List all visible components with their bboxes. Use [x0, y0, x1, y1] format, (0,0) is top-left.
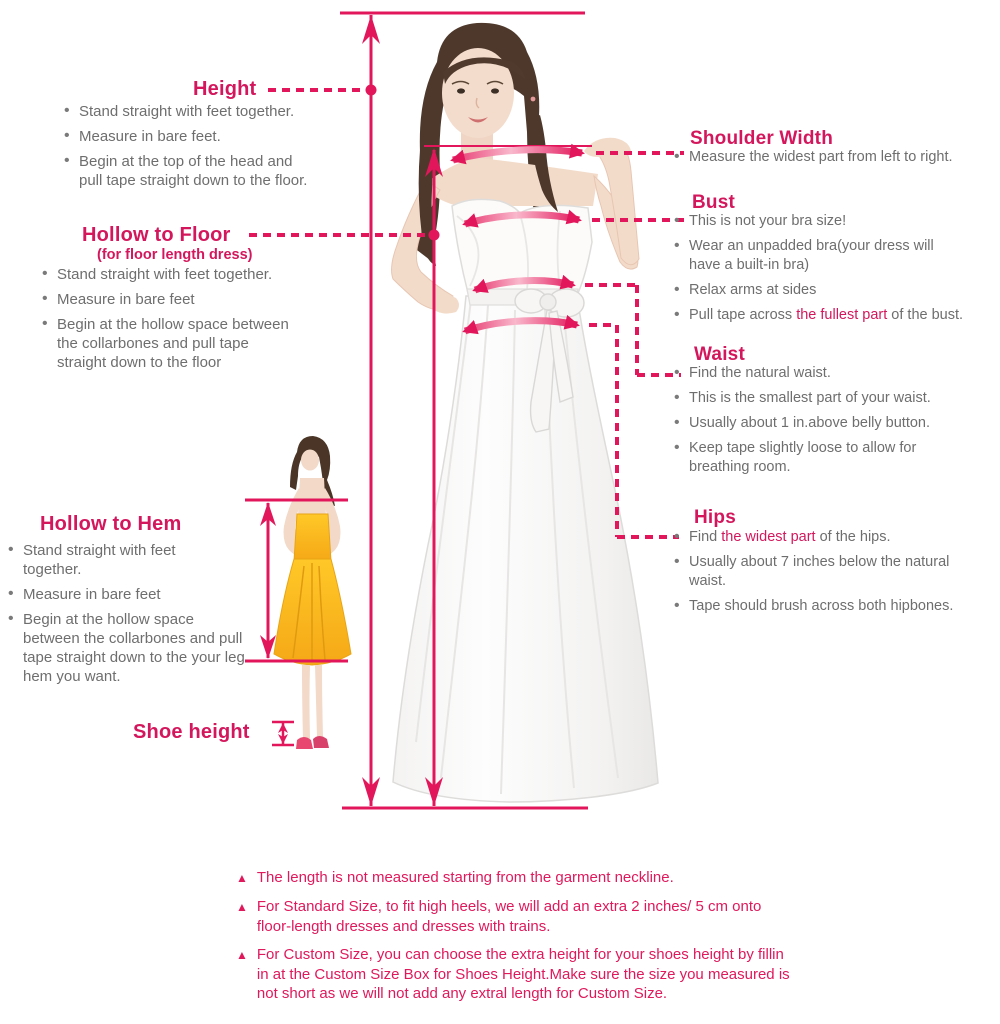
waist-title: Waist [694, 344, 745, 365]
eye-right [491, 88, 499, 93]
bullet-item: • Wear an unpadded bra(your dress will have a built-in bra) [672, 237, 994, 275]
note-item [236, 897, 896, 936]
bullet-item: • This is not your bra size! [672, 212, 994, 231]
bullet-item: • Usually about 1 in.above belly button. [672, 414, 994, 433]
small-face [301, 450, 319, 471]
bullet-item: • Usually about 7 inches below the natural waist. [672, 553, 994, 591]
warning-triangle-icon: ▲ [236, 948, 248, 962]
bullet-item: • Begin at the hollow space between the collarbones and pull tape straight down to the your leg hem you want. [6, 610, 258, 686]
hollow-to-floor-title: Hollow to Floor [82, 224, 231, 246]
waist-bullets [672, 364, 994, 483]
bullet-item: • Relax arms at sides [672, 281, 994, 300]
bullet-item: • Stand straight with feet together. [62, 102, 330, 121]
bullet-item: • Stand straight with feet together. [6, 541, 258, 579]
bust-bullets [672, 212, 994, 331]
shoulder-width-title: Shoulder Width [690, 128, 833, 149]
bullet-item: • Measure in bare feet. [62, 127, 330, 146]
bullet-item: • Measure in bare feet [40, 290, 330, 309]
warning-notes [236, 868, 896, 1013]
hips-title: Hips [694, 507, 736, 528]
hand-on-hip [432, 294, 459, 313]
note-text: The length is not measured starting from the garment neckline. [256, 869, 674, 886]
hollow-to-hem-title: Hollow to Hem [40, 513, 182, 535]
height-bullets [62, 102, 330, 196]
bullet-item: • Pull tape across the fullest part of the bust. [672, 306, 994, 325]
height-connector-dot [366, 85, 377, 96]
small-dress-bodice [294, 514, 331, 561]
note-text: For Standard Size, to fit high heels, we will add an extra 2 inches/ 5 cm onto floor-length dresses and dresses with trains. [256, 898, 762, 935]
highlighted-text: the widest part [721, 529, 816, 545]
bullet-item: • Measure in bare feet [6, 585, 258, 604]
shoulder-width-bullets [672, 148, 994, 173]
bullet-item: • Begin at the top of the head and pull tape straight down to the floor. [62, 152, 330, 190]
note-text: For Custom Size, you can choose the extra height for your shoes height by fillin in at the Custom Size Box for Shoes Height.Make sure the size you measured is not short as we will not add any extral length for Custom Size. [256, 946, 790, 1002]
shoe-height-title: Shoe height [133, 721, 250, 743]
bullet-item: • Find the widest part of the hips. [672, 528, 994, 547]
bullet-item: • Keep tape slightly loose to allow for breathing room. [672, 439, 994, 477]
bullet-item: • Measure the widest part from left to right. [672, 148, 994, 167]
warning-triangle-icon: ▲ [236, 871, 248, 885]
hollow-to-floor-subtitle: (for floor length dress) [97, 247, 253, 263]
small-leg-right [315, 665, 323, 737]
bullet-item: • This is the smallest part of your waist. [672, 389, 994, 408]
hollow-to-hem-bullets [6, 541, 258, 692]
small-leg-left [302, 665, 310, 739]
waist-label-dashes [585, 285, 681, 375]
note-item [236, 945, 896, 1004]
warning-triangle-icon: ▲ [236, 900, 248, 914]
chest-shoulders [421, 158, 598, 206]
earring [531, 97, 536, 102]
bust-title: Bust [692, 192, 736, 213]
bullet-item: • Tape should brush across both hipbones. [672, 597, 994, 616]
small-model-figure [274, 436, 351, 749]
eye-left [457, 88, 465, 93]
hollow-connector-dot [429, 230, 440, 241]
bullet-item: • Find the natural waist. [672, 364, 994, 383]
bullet-item: • Stand straight with feet together. [40, 265, 330, 284]
small-shoe-right [313, 736, 329, 748]
hips-bullets [672, 528, 994, 622]
highlighted-text: the fullest part [796, 307, 888, 323]
hollow-to-floor-bullets [40, 265, 330, 378]
note-item [236, 868, 896, 888]
bullet-item: • Begin at the hollow space between the collarbones and pull tape straight down to the floor [40, 315, 330, 372]
small-shoe-left [296, 737, 313, 749]
height-title: Height [193, 78, 257, 100]
